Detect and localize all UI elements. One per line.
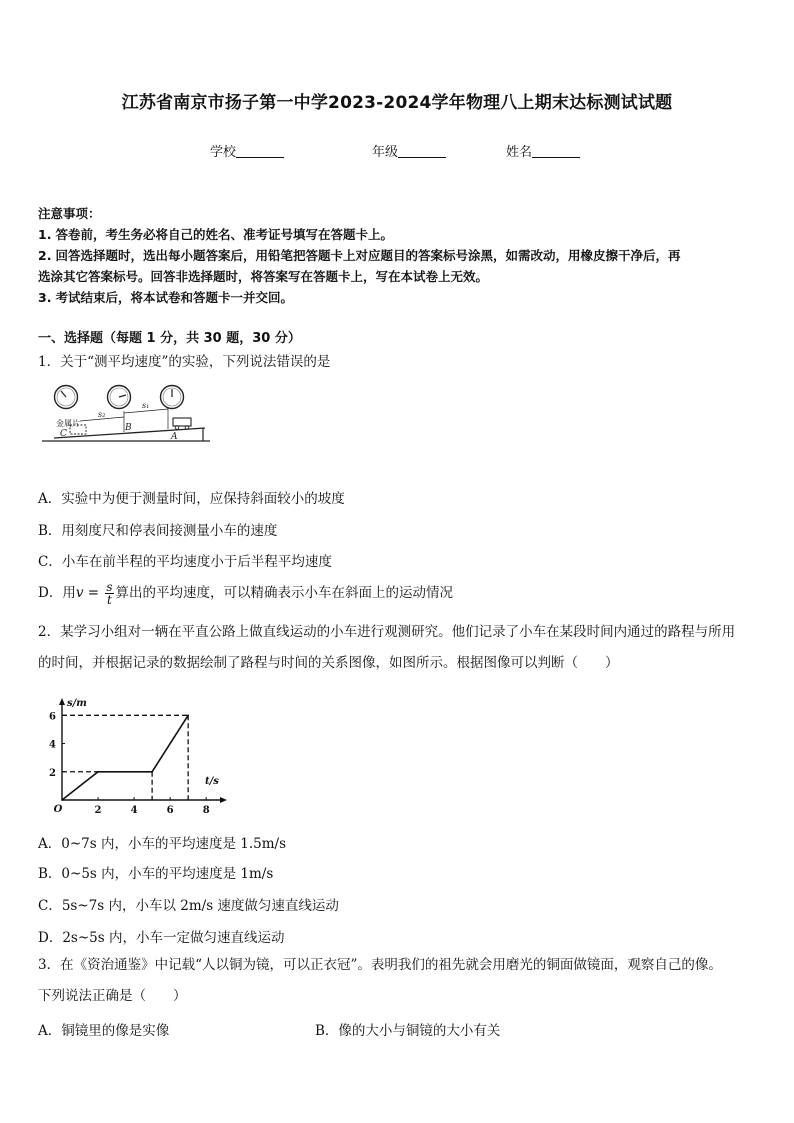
- q2-stem-line-2: 的时间，并根据记录的数据绘制了路程与时间的关系图像，如图所示。根据图像可以判断（ ）: [38, 655, 619, 671]
- note-1-text: 答卷前，考生务必将自己的姓名、准考证号填写在答题卡上。: [55, 227, 393, 242]
- x-tick-label: 2: [94, 805, 102, 816]
- data-point: [97, 771, 99, 773]
- fraction-numerator: s: [106, 580, 113, 594]
- note-1-number: 1.: [38, 227, 52, 242]
- note-2: [38, 245, 760, 266]
- q1-incline-figure: [40, 380, 220, 446]
- q2-option-c[interactable]: C．5s~7s 内，小车以 2m/s 速度做匀速直线运动: [38, 898, 339, 914]
- note-1: [38, 224, 760, 245]
- series-segment: [152, 715, 188, 771]
- point-b-label: B: [125, 423, 132, 433]
- notes-block: [38, 203, 760, 308]
- q1-option-c[interactable]: C．小车在前半程的平均速度小于后半程平均速度: [38, 554, 332, 570]
- y-axis-arrow: [59, 698, 65, 705]
- y-tick-label: 4: [49, 739, 56, 751]
- q2-option-a[interactable]: A．0~7s 内，小车的平均速度是 1.5m/s: [38, 836, 286, 852]
- notes-heading: 注意事项：: [38, 206, 101, 221]
- data-point: [151, 771, 153, 773]
- school-field[interactable]: [210, 141, 284, 160]
- note-2-text-a: 回答选择题时，选出每小题答案后，用铅笔把答题卡上对应题目的答案标号涂黑，如需改动，用橡皮擦干净后，再: [55, 248, 681, 263]
- note-3-number: 3.: [38, 290, 52, 305]
- note-2-number: 2.: [38, 248, 52, 263]
- q2-option-d[interactable]: D．2s~5s 内，小车一定做匀速直线运动: [38, 930, 285, 946]
- data-point: [61, 799, 63, 801]
- q2-distance-time-chart: [40, 694, 230, 816]
- q3-option-a[interactable]: A．铜镜里的像是实像: [38, 1023, 170, 1039]
- x-tick-label: 4: [130, 805, 138, 816]
- name-blank[interactable]: [532, 144, 580, 158]
- school-blank[interactable]: [236, 144, 284, 158]
- cart: [173, 418, 191, 426]
- s2-label: s₂: [98, 410, 106, 419]
- velocity-fraction: [105, 581, 113, 606]
- equals-sign: =: [83, 585, 104, 601]
- grade-field[interactable]: [372, 141, 446, 160]
- name-field[interactable]: [506, 141, 580, 160]
- y-tick-label: 6: [49, 711, 56, 723]
- q1-stem: 1．关于“测平均速度”的实验，下列说法错误的是: [38, 354, 331, 370]
- note-3-text: 考试结束后，将本试卷和答题卡一并交回。: [55, 290, 293, 305]
- fraction-denominator: t: [107, 593, 112, 607]
- stopwatch-icon: [108, 386, 131, 409]
- q1-option-d-prefix: D．用: [38, 585, 76, 601]
- x-axis-label: t/s: [205, 776, 219, 787]
- section-heading: 一、选择题（每题 1 分，共 30 题，30 分）: [38, 331, 301, 346]
- x-tick-label: 6: [166, 805, 174, 816]
- data-point: [187, 714, 189, 716]
- exam-title: 江苏省南京市扬子第一中学2023-2024学年物理八上期末达标测试试题: [121, 93, 673, 113]
- q2-option-b[interactable]: B．0~5s 内，小车的平均速度是 1m/s: [38, 866, 274, 882]
- q3-stem-line-2: 下列说法正确是（ ）: [38, 988, 187, 1004]
- x-axis-arrow: [220, 797, 227, 803]
- q2-stem-line-1: 2．某学习小组对一辆在平直公路上做直线运动的小车进行观测研究。他们记录了小车在某段时间内通过的路程与所用: [38, 624, 736, 640]
- q1-option-d-text: 算出的平均速度，可以精确表示小车在斜面上的运动情况: [115, 585, 454, 601]
- school-label: 学校: [210, 145, 237, 160]
- name-label: 姓名: [506, 145, 533, 160]
- point-c-label: C: [60, 429, 67, 439]
- stopwatch-icon: [161, 386, 184, 409]
- note-3: [38, 287, 760, 308]
- point-a-label: A: [171, 432, 178, 442]
- y-tick-label: 2: [49, 767, 56, 779]
- grade-blank[interactable]: [398, 144, 446, 158]
- q3-option-b[interactable]: B．像的大小与铜镜的大小有关: [315, 1023, 501, 1039]
- metal-plate-label: 金属片: [56, 419, 80, 428]
- y-axis-label: s/m: [67, 698, 87, 709]
- grade-label: 年级: [372, 145, 399, 160]
- q1-option-a[interactable]: A．实验中为便于测量时间，应保持斜面较小的坡度: [38, 491, 345, 507]
- stopwatch-icon: [55, 386, 78, 409]
- s1-label: s₁: [142, 401, 150, 410]
- series-segment: [62, 772, 98, 800]
- origin-label: O: [53, 804, 63, 815]
- note-2-text-b: 选涂其它答案标号。回答非选择题时，将答案写在答题卡上，写在本试卷上无效。: [38, 269, 489, 284]
- velocity-symbol: v: [75, 585, 84, 601]
- q3-stem-line-1: 3．在《资治通鉴》中记载“人以铜为镜，可以正衣冠”。表明我们的祖先就会用磨光的铜面做镜面，观察自己的像。: [38, 957, 722, 973]
- q1-option-b[interactable]: B．用刻度尺和停表间接测量小车的速度: [38, 523, 278, 539]
- q1-option-d[interactable]: [38, 581, 453, 606]
- x-tick-label: 8: [202, 805, 210, 816]
